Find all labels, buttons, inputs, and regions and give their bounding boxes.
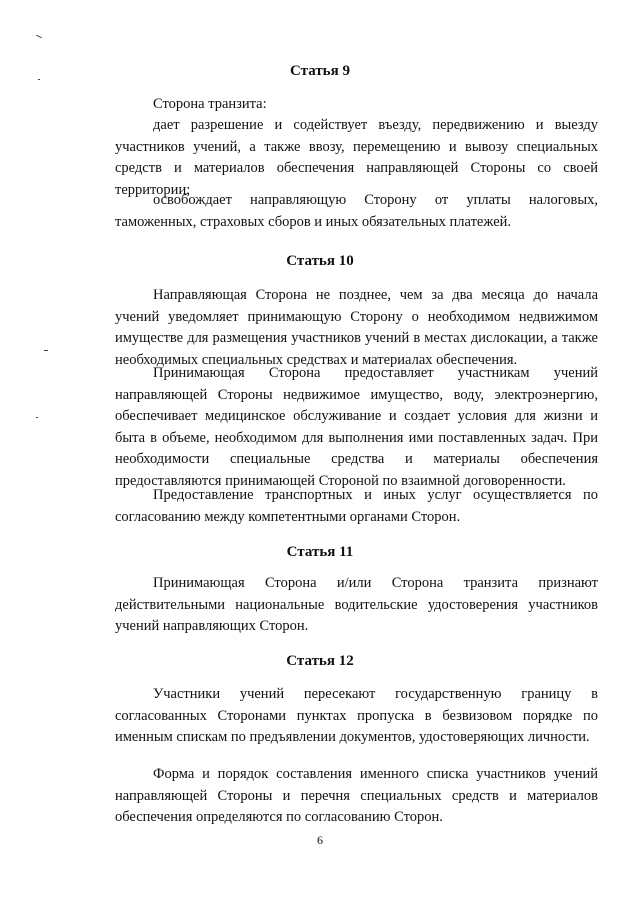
article-9-paragraph-3: освобождает направляющую Сторону от уплаты налоговых, таможенных, страховых сборов и иных обязательных платежей. <box>115 192 598 230</box>
scan-mark <box>44 350 48 351</box>
article-12-paragraph-1: Участники учений пересекают государственную границу в согласованных Сторонами пунктах пропуска в безвизовом порядке по именным спискам по предъявлении документов, удостоверяющих личности. <box>115 686 598 745</box>
scan-mark <box>38 79 40 80</box>
page-number: 6 <box>317 833 323 847</box>
article-12-title: Статья 12 <box>286 653 354 669</box>
article-11-title: Статья 11 <box>286 544 354 560</box>
article-9-paragraph-2: дает разрешение и содействует въезду, передвижению и выезду участников учений, а также ввозу, перемещению и вывозу специальных средств и материалов обеспечения направляющей Стороны со своей территории; <box>115 117 598 198</box>
article-10-paragraph-2: Принимающая Сторона предоставляет участникам учений направляющей Стороны недвижимое имущество, воду, электроэнергию, обеспечивает медицинское обслуживание и создает условия для жизни и быта в объеме, необходимом для выполнения ими поставленных задач. При необходимости специальные средства и материалы обеспечения предоставляются принимающей Стороной по взаимной договоренности. <box>115 365 598 489</box>
article-9-paragraph-1: Сторона транзита: <box>153 96 267 112</box>
article-10-paragraph-3: Предоставление транспортных и иных услуг осуществляется по согласованию между компетентными органами Сторон. <box>115 487 598 525</box>
scan-mark <box>36 417 38 418</box>
article-10-paragraph-1: Направляющая Сторона не позднее, чем за два месяца до начала учений уведомляет принимающую Сторону о необходимом недвижимом имуществе для размещения участников учений в местах дислокации, а также необходимых специальных средствах и материалах обеспечения. <box>115 287 598 368</box>
article-12-paragraph-2: Форма и порядок составления именного списка участников учений направляющей Стороны и перечня специальных средств и материалов обеспечения определяются по согласованию Сторон. <box>115 766 598 825</box>
scan-mark <box>36 35 42 38</box>
article-9-title: Статья 9 <box>290 63 350 79</box>
article-10-title: Статья 10 <box>286 253 354 269</box>
article-11-paragraph-1: Принимающая Сторона и/или Сторона транзита признают действительными национальные водительские удостоверения участников учений направляющих Сторон. <box>115 575 598 634</box>
